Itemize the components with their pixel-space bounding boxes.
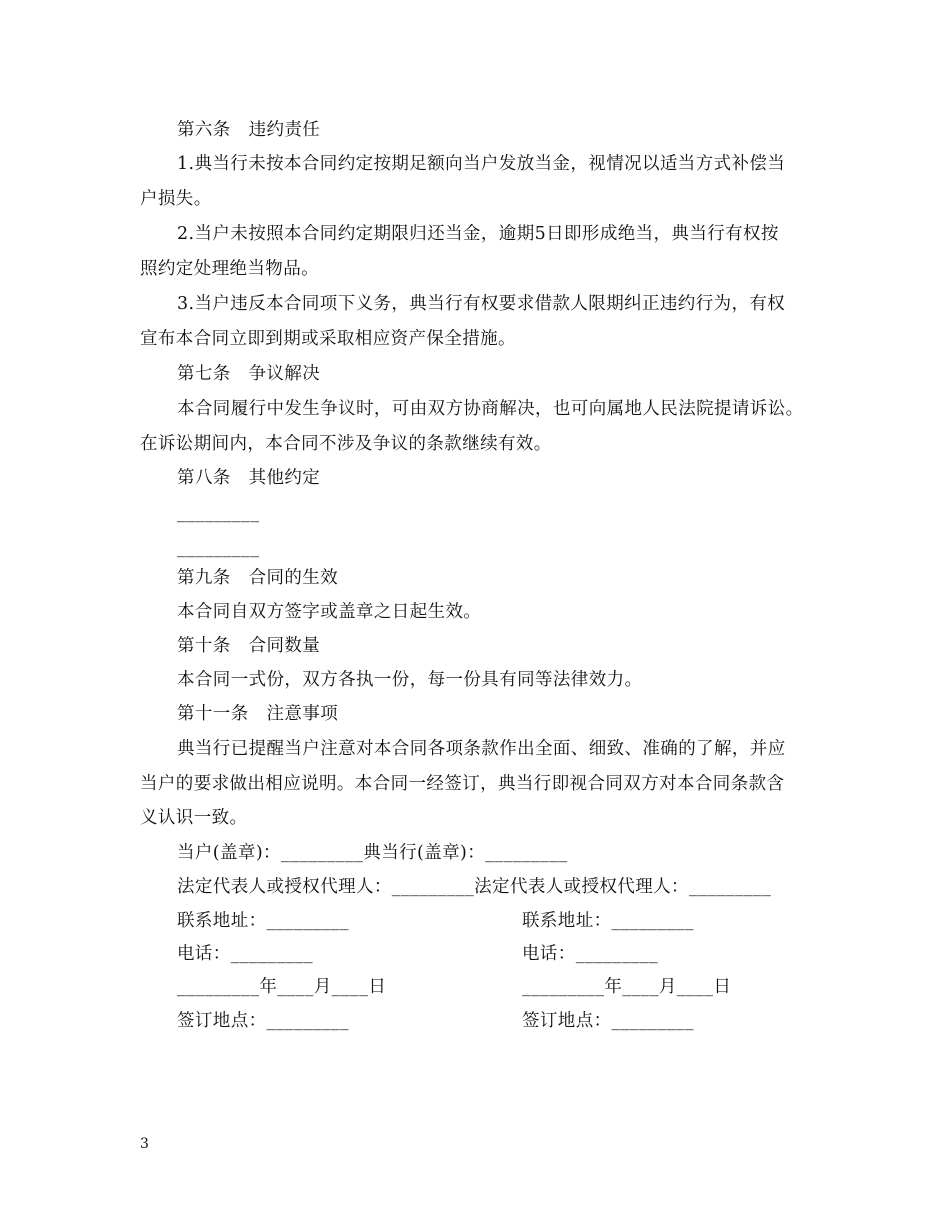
left-signing-place: 签订地点：_________ — [177, 1011, 349, 1031]
article-9-heading: 第九条 合同的生效 — [177, 568, 339, 588]
article-10-heading: 第十条 合同数量 — [177, 636, 321, 656]
article-6-paragraph-1-line-2: 户损失。 — [140, 189, 212, 209]
right-date: _________年____月____日 — [522, 977, 732, 997]
article-6-paragraph-2-line-2: 照约定处理绝当物品。 — [140, 259, 319, 279]
article-11-paragraph-line-3: 义认识一致。 — [140, 808, 248, 828]
right-contact-address: 联系地址：_________ — [522, 911, 694, 931]
article-8-blank-line-2: _________ — [177, 538, 260, 558]
article-6-paragraph-3-line-2: 宣布本合同立即到期或采取相应资产保全措施。 — [140, 329, 516, 349]
article-8-heading: 第八条 其他约定 — [177, 468, 321, 488]
signature-seals-line: 当户(盖章)：_________典当行(盖章)：_________ — [177, 843, 568, 863]
right-signing-place: 签订地点：_________ — [522, 1011, 694, 1031]
right-phone: 电话：_________ — [522, 944, 659, 964]
article-9-paragraph: 本合同自双方签字或盖章之日起生效。 — [177, 602, 482, 622]
article-10-paragraph: 本合同一式份，双方各执一份，每一份具有同等法律效力。 — [177, 670, 643, 690]
article-7-heading: 第七条 争议解决 — [177, 364, 321, 384]
article-11-paragraph-line-2: 当户的要求做出相应说明。本合同一经签订，典当行即视合同双方对本合同条款含 — [140, 774, 785, 794]
article-11-heading: 第十一条 注意事项 — [177, 704, 339, 724]
article-7-paragraph-line-1: 本合同履行中发生争议时，可由双方协商解决，也可向属地人民法院提请诉讼。 — [177, 399, 804, 419]
article-7-paragraph-line-2: 在诉讼期间内，本合同不涉及争议的条款继续有效。 — [140, 434, 552, 454]
article-8-blank-line-1: _________ — [177, 503, 260, 523]
article-6-paragraph-1-line-1: 1.典当行未按本合同约定按期足额向当户发放当金，视情况以适当方式补偿当 — [177, 154, 786, 174]
left-contact-address: 联系地址：_________ — [177, 911, 349, 931]
signature-representatives-line: 法定代表人或授权代理人：_________法定代表人或授权代理人：_________ — [177, 877, 772, 897]
page-number: 3 — [140, 1136, 149, 1152]
left-phone: 电话：_________ — [177, 944, 314, 964]
article-6-paragraph-2-line-1: 2.当户未按照本合同约定期限归还当金，逾期5日即形成绝当，典当行有权按 — [177, 224, 779, 244]
article-6-paragraph-3-line-1: 3.当户违反本合同项下义务，典当行有权要求借款人限期纠正违约行为，有权 — [177, 294, 786, 314]
article-11-paragraph-line-1: 典当行已提醒当户注意对本合同各项条款作出全面、细致、准确的了解，并应 — [177, 739, 786, 759]
left-date: _________年____月____日 — [177, 977, 387, 997]
article-6-heading: 第六条 违约责任 — [177, 120, 321, 140]
